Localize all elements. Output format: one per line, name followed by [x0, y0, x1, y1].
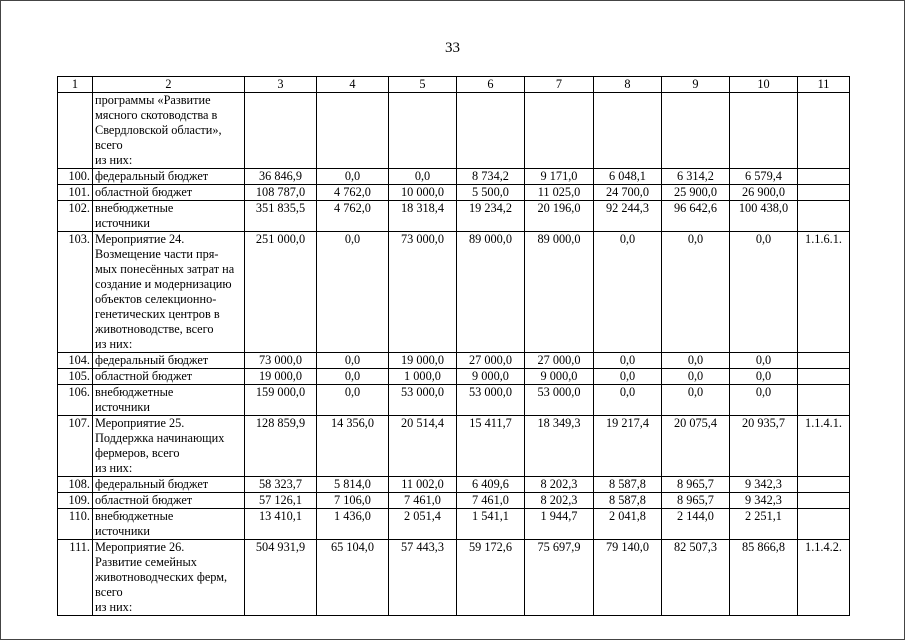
value-cell: 36 846,9 [245, 169, 317, 185]
value-cell: 89 000,0 [457, 232, 525, 353]
value-cell: 73 000,0 [245, 353, 317, 369]
value-cell: 7 461,0 [457, 493, 525, 509]
value-cell: 79 140,0 [594, 540, 662, 616]
row-code: 1.1.4.2. [798, 540, 850, 616]
row-name: внебюджетные источники [93, 201, 245, 232]
value-cell: 504 931,9 [245, 540, 317, 616]
value-cell: 92 244,3 [594, 201, 662, 232]
value-cell: 0,0 [730, 369, 798, 385]
row-name: федеральный бюджет [93, 477, 245, 493]
value-cell: 15 411,7 [457, 416, 525, 477]
table-body [58, 93, 850, 616]
row-code [798, 201, 850, 232]
value-cell: 108 787,0 [245, 185, 317, 201]
value-cell: 0,0 [662, 385, 730, 416]
value-cell: 0,0 [317, 369, 389, 385]
value-cell: 9 000,0 [457, 369, 525, 385]
row-code [798, 493, 850, 509]
value-cell: 27 000,0 [457, 353, 525, 369]
value-cell: 18 318,4 [389, 201, 457, 232]
value-cell [389, 93, 457, 169]
value-cell: 57 443,3 [389, 540, 457, 616]
value-cell: 0,0 [317, 353, 389, 369]
row-name: областной бюджет [93, 369, 245, 385]
table-row [58, 385, 850, 416]
column-header: 10 [730, 77, 798, 93]
value-cell: 73 000,0 [389, 232, 457, 353]
value-cell: 5 814,0 [317, 477, 389, 493]
value-cell: 0,0 [662, 353, 730, 369]
table-row [58, 185, 850, 201]
table-row [58, 509, 850, 540]
value-cell: 1 436,0 [317, 509, 389, 540]
value-cell: 19 234,2 [457, 201, 525, 232]
value-cell: 20 935,7 [730, 416, 798, 477]
value-cell: 59 172,6 [457, 540, 525, 616]
value-cell: 9 342,3 [730, 493, 798, 509]
value-cell: 9 000,0 [525, 369, 594, 385]
column-header: 1 [58, 77, 93, 93]
table-row [58, 369, 850, 385]
value-cell: 57 126,1 [245, 493, 317, 509]
value-cell: 8 734,2 [457, 169, 525, 185]
value-cell: 0,0 [730, 232, 798, 353]
row-code [798, 477, 850, 493]
value-cell: 20 514,4 [389, 416, 457, 477]
value-cell: 6 048,1 [594, 169, 662, 185]
value-cell: 26 900,0 [730, 185, 798, 201]
value-cell: 8 202,3 [525, 493, 594, 509]
column-header: 9 [662, 77, 730, 93]
value-cell: 9 171,0 [525, 169, 594, 185]
value-cell: 0,0 [594, 232, 662, 353]
value-cell: 1 541,1 [457, 509, 525, 540]
value-cell: 251 000,0 [245, 232, 317, 353]
row-name: Мероприятие 26. Развитие семейных животноводческих ферм, всего из них: [93, 540, 245, 616]
row-number: 101. [58, 185, 93, 201]
value-cell [730, 93, 798, 169]
value-cell: 27 000,0 [525, 353, 594, 369]
value-cell [594, 93, 662, 169]
table-row [58, 540, 850, 616]
row-code: 1.1.6.1. [798, 232, 850, 353]
value-cell: 351 835,5 [245, 201, 317, 232]
value-cell: 85 866,8 [730, 540, 798, 616]
value-cell: 20 196,0 [525, 201, 594, 232]
value-cell: 0,0 [317, 385, 389, 416]
value-cell: 19 000,0 [245, 369, 317, 385]
value-cell: 2 041,8 [594, 509, 662, 540]
value-cell: 96 642,6 [662, 201, 730, 232]
value-cell [457, 93, 525, 169]
row-number [58, 93, 93, 169]
table-row [58, 93, 850, 169]
value-cell: 2 051,4 [389, 509, 457, 540]
value-cell [525, 93, 594, 169]
value-cell [245, 93, 317, 169]
value-cell: 20 075,4 [662, 416, 730, 477]
row-name: федеральный бюджет [93, 353, 245, 369]
value-cell: 128 859,9 [245, 416, 317, 477]
value-cell: 89 000,0 [525, 232, 594, 353]
value-cell: 7 461,0 [389, 493, 457, 509]
column-header: 8 [594, 77, 662, 93]
table-row [58, 493, 850, 509]
value-cell [662, 93, 730, 169]
value-cell: 11 002,0 [389, 477, 457, 493]
value-cell: 8 587,8 [594, 477, 662, 493]
row-number: 110. [58, 509, 93, 540]
value-cell: 6 314,2 [662, 169, 730, 185]
row-name: Мероприятие 24. Возмещение части пря- мых понесённых затрат на создание и модернизацию объектов селекционно- генетических центров в животноводстве, всего из них: [93, 232, 245, 353]
table-row [58, 416, 850, 477]
value-cell: 65 104,0 [317, 540, 389, 616]
row-number: 104. [58, 353, 93, 369]
value-cell: 24 700,0 [594, 185, 662, 201]
row-name: областной бюджет [93, 493, 245, 509]
value-cell: 18 349,3 [525, 416, 594, 477]
row-number: 100. [58, 169, 93, 185]
value-cell: 6 579,4 [730, 169, 798, 185]
row-number: 102. [58, 201, 93, 232]
value-cell: 9 342,3 [730, 477, 798, 493]
row-name: программы «Развитие мясного скотоводства в Свердловской области», всего из них: [93, 93, 245, 169]
table-row [58, 201, 850, 232]
value-cell: 13 410,1 [245, 509, 317, 540]
value-cell: 7 106,0 [317, 493, 389, 509]
value-cell: 0,0 [730, 385, 798, 416]
table-row [58, 232, 850, 353]
value-cell: 8 965,7 [662, 493, 730, 509]
value-cell: 53 000,0 [457, 385, 525, 416]
value-cell: 19 000,0 [389, 353, 457, 369]
value-cell: 4 762,0 [317, 185, 389, 201]
row-name: областной бюджет [93, 185, 245, 201]
value-cell: 0,0 [594, 369, 662, 385]
value-cell: 0,0 [662, 369, 730, 385]
value-cell: 2 251,1 [730, 509, 798, 540]
column-header: 2 [93, 77, 245, 93]
value-cell: 8 202,3 [525, 477, 594, 493]
value-cell: 1 944,7 [525, 509, 594, 540]
column-header: 6 [457, 77, 525, 93]
page-number: 33 [445, 40, 460, 56]
value-cell: 58 323,7 [245, 477, 317, 493]
value-cell: 0,0 [594, 353, 662, 369]
row-name: внебюджетные источники [93, 509, 245, 540]
column-header: 5 [389, 77, 457, 93]
row-number: 109. [58, 493, 93, 509]
column-header: 11 [798, 77, 850, 93]
table-row [58, 477, 850, 493]
column-header: 7 [525, 77, 594, 93]
row-name: Мероприятие 25. Поддержка начинающих фермеров, всего из них: [93, 416, 245, 477]
value-cell: 0,0 [389, 169, 457, 185]
row-number: 105. [58, 369, 93, 385]
row-number: 107. [58, 416, 93, 477]
value-cell: 6 409,6 [457, 477, 525, 493]
row-code [798, 369, 850, 385]
column-header: 3 [245, 77, 317, 93]
value-cell: 1 000,0 [389, 369, 457, 385]
row-name: федеральный бюджет [93, 169, 245, 185]
value-cell: 2 144,0 [662, 509, 730, 540]
table-row [58, 353, 850, 369]
value-cell: 0,0 [317, 232, 389, 353]
row-name: внебюджетные источники [93, 385, 245, 416]
value-cell: 0,0 [730, 353, 798, 369]
value-cell: 11 025,0 [525, 185, 594, 201]
value-cell: 14 356,0 [317, 416, 389, 477]
value-cell: 0,0 [662, 232, 730, 353]
column-header-row [58, 77, 850, 93]
value-cell [317, 93, 389, 169]
value-cell: 19 217,4 [594, 416, 662, 477]
value-cell: 8 587,8 [594, 493, 662, 509]
row-code: 1.1.4.1. [798, 416, 850, 477]
value-cell: 25 900,0 [662, 185, 730, 201]
value-cell: 0,0 [594, 385, 662, 416]
row-number: 108. [58, 477, 93, 493]
budget-table [57, 76, 850, 616]
value-cell: 53 000,0 [525, 385, 594, 416]
value-cell: 75 697,9 [525, 540, 594, 616]
row-code [798, 185, 850, 201]
value-cell: 10 000,0 [389, 185, 457, 201]
value-cell: 8 965,7 [662, 477, 730, 493]
value-cell: 5 500,0 [457, 185, 525, 201]
value-cell: 53 000,0 [389, 385, 457, 416]
row-code [798, 93, 850, 169]
value-cell: 82 507,3 [662, 540, 730, 616]
row-number: 106. [58, 385, 93, 416]
row-number: 111. [58, 540, 93, 616]
value-cell: 0,0 [317, 169, 389, 185]
row-number: 103. [58, 232, 93, 353]
row-code [798, 169, 850, 185]
column-header: 4 [317, 77, 389, 93]
value-cell: 4 762,0 [317, 201, 389, 232]
row-code [798, 353, 850, 369]
row-code [798, 509, 850, 540]
value-cell: 159 000,0 [245, 385, 317, 416]
table-row [58, 169, 850, 185]
row-code [798, 385, 850, 416]
value-cell: 100 438,0 [730, 201, 798, 232]
